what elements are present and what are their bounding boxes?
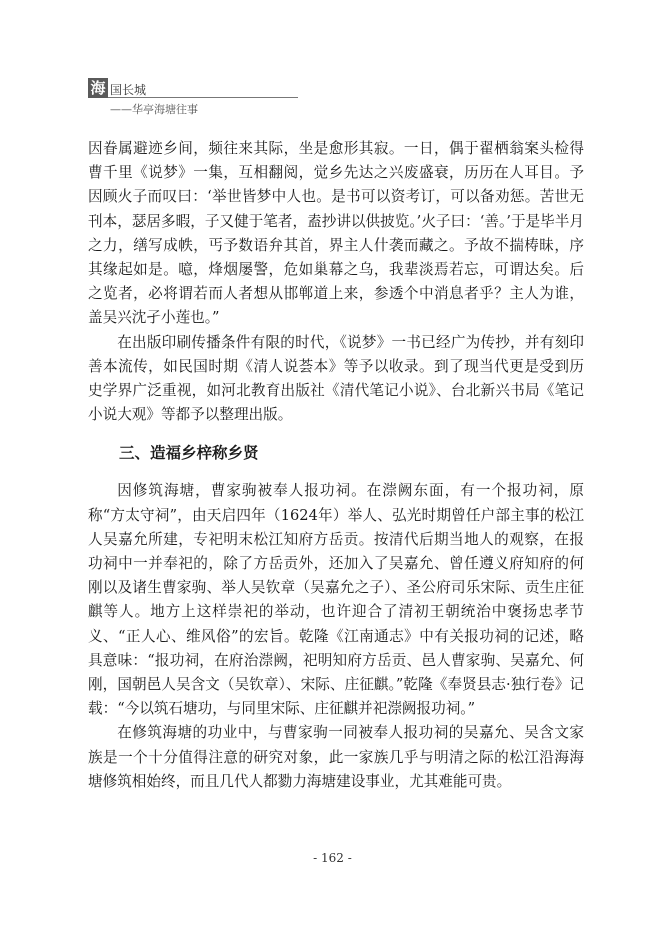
paragraph-quote-continuation: 因眷属避迹乡间，频往来其际，坐是愈形其寂。一日，偶于翟栖翁案头检得曹千里《说梦》一集，互相翻阅，觉乡先达之兴废盛衰，历历在人耳目。予因顾火子而叹曰：‘举世皆梦中人也。是书可以资考订，可以备劝惩。苦世无刊本，瑟居多暇，子又健于笔者，盍抄讲以供披览。’火子曰：‘善。’于是毕半月之力，缮写成帙，丐予数语弁其首，界主人什袭而藏之。予故不揣梼昧，序其缘起如是。噫，烽烟屡警，危如巢幕之乌，我辈淡焉若忘，可谓达矣。后之览者，必将谓若而人者想从邯郸道上来，参透个中消息者乎？主人为谁，盖吴兴沈孑小莲也。” bbox=[88, 140, 584, 327]
paragraph-wu-family: 在修筑海塘的功业中，与曹家驹一同被奉人报功祠的吴嘉允、吴含文家族是一个十分值得注意的研究对象，此一家族几乎与明清之际的松江沿海海塘修筑相始终，而且几代人都勠力海塘建设事业，尤其难能可贵。 bbox=[88, 724, 584, 790]
header-rule bbox=[108, 97, 298, 98]
page-number: - 162 - bbox=[313, 851, 352, 865]
section-heading: 三、造福乡梓称乡贤 bbox=[119, 444, 259, 463]
paragraph-publication: 在出版印刷传播条件有限的时代，《说梦》一书已经广为传抄，并有刻印善本流传，如民国时期《清人说荟本》等予以收录。到了现当代更是受到历史学界广泛重视，如河北教育出版社《清代笔记小说》、台北新兴书局《笔记小说大观》等都予以整理出版。 bbox=[88, 333, 584, 424]
page-body bbox=[88, 137, 584, 794]
running-header bbox=[88, 78, 300, 118]
series-logo: 海 bbox=[88, 78, 108, 98]
paragraph-shrine: 因修筑海塘，曹家驹被奉人报功祠。在漴阙东面，有一个报功祠，原称“方太守祠”，由天启四年（1624年）举人、弘光时期曾任户部主事的松江人吴嘉允所建，专祀明末松江知府方岳贡。按清代后期当地人的观察，在报功祠中一并奉祀的，除了方岳贡外，还加入了吴嘉允、曾任遵义府知府的何刚以及诸生曹家驹、举人吴钦章（吴嘉允之子）、圣公府司乐宋际、贡生庄征麒等人。地方上这样崇祀的举动，也许迎合了清初王朝统治中褒扬忠孝节义、“正人心、维风俗”的宏旨。乾隆《江南通志》中有关报功祠的记述，略具意味：“报功祠，在府治漴阙，祀明知府方岳贡、邑人曹家驹、吴嘉允、何刚，国朝邑人吴含文（吴钦章）、宋际、庄征麒。”乾隆《奉贤县志·独行卷》记载：“今以筑石塘功，与同里宋际、庄征麒并祀漴阙报功祠。” bbox=[88, 482, 584, 718]
book-subtitle: ——华亭海塘往事 bbox=[110, 103, 198, 116]
series-title: 国长城 bbox=[110, 83, 147, 97]
